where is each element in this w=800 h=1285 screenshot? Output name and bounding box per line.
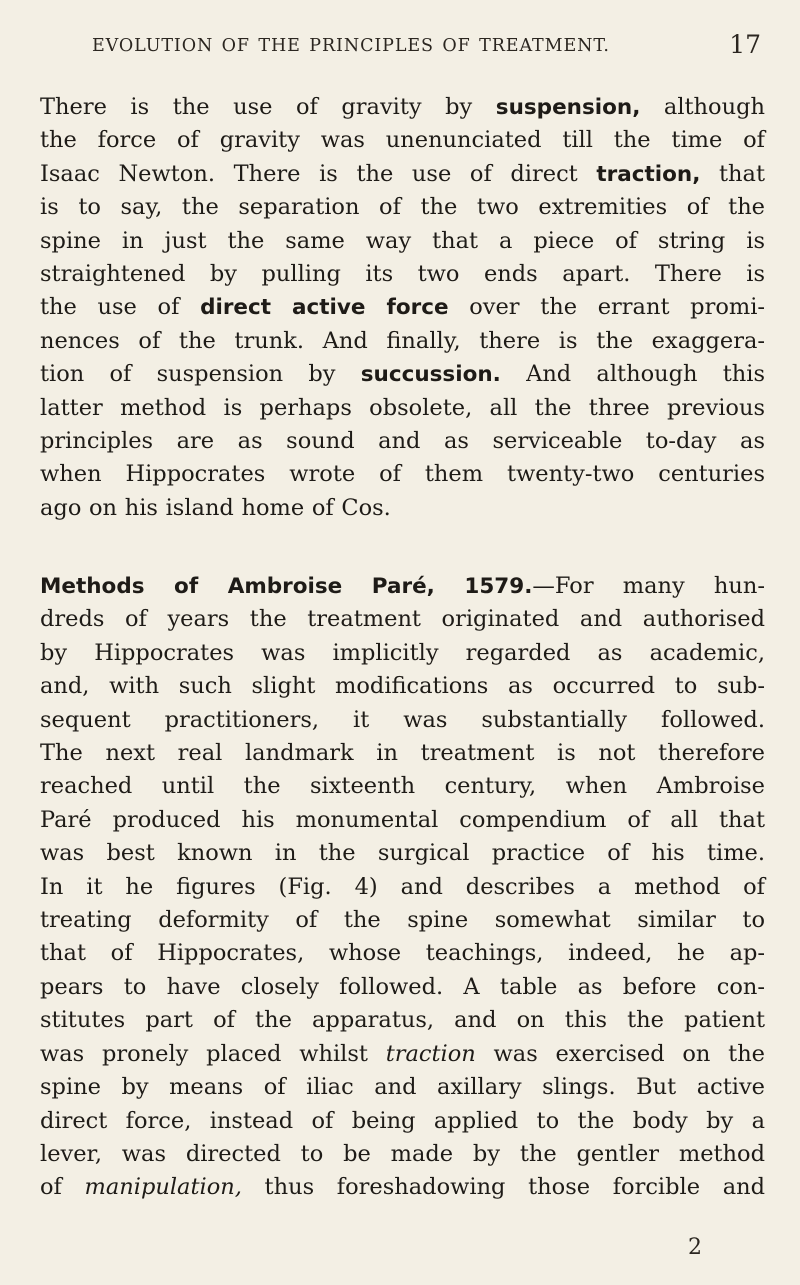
signature-mark: 2 <box>688 1235 702 1260</box>
bold-term-succussion: succussion. <box>360 362 501 388</box>
text-line: that of Hippocrates, whose teachings, indeed, he ap- <box>40 940 765 967</box>
section-heading: Methods of Ambroise Paré, 1579. <box>40 574 533 599</box>
text-line: was pronely placed whilst traction was exercised on the <box>40 1040 766 1067</box>
text-line: stitutes part of the apparatus, and on this the patient <box>40 1007 765 1034</box>
text-line: dreds of years the treatment originated and authorised <box>40 606 765 633</box>
text-line: by Hippocrates was implicitly regarded as academic, <box>40 639 765 666</box>
text-line: Methods of Ambroise Paré, 1579.—For many hun- <box>40 573 766 599</box>
text-line: treating deformity of the spine somewhat similar to <box>40 907 765 934</box>
text-line: principles are as sound and as serviceable to-day as <box>40 428 765 455</box>
text-line: straightened by pulling its two ends apart. There is <box>40 261 765 288</box>
text-line: is to say, the separation of the two extremities of the <box>40 194 765 221</box>
italic-term-manipulation: manipulation, <box>84 1174 242 1201</box>
book-page <box>40 0 765 1285</box>
text-line: pears to have closely followed. A table as before con- <box>40 973 765 1000</box>
text-line: reached until the sixteenth century, when Ambroise <box>40 773 765 800</box>
text-line: lever, was directed to be made by the gentler method <box>40 1140 765 1167</box>
text-line: of manipulation, thus foreshadowing those forcible and <box>40 1174 765 1201</box>
bold-term-traction: traction, <box>596 161 701 187</box>
running-title: EVOLUTION OF THE PRINCIPLES OF TREATMENT. <box>92 36 610 56</box>
bold-term-direct-active-force: direct active force <box>200 295 449 321</box>
text-line: The next real landmark in treatment is not therefore <box>40 740 765 767</box>
page-number: 17 <box>729 30 761 59</box>
paragraph-principles <box>40 91 765 525</box>
text-line: There is the use of gravity by suspension, although <box>40 94 765 120</box>
paragraph-ambroise-pare <box>40 570 765 1205</box>
text-line: In it he figures (Fig. 4) and describes a method of <box>40 873 765 900</box>
running-head <box>40 32 765 62</box>
text-line: spine by means of iliac and axillary slings. But active <box>40 1074 765 1101</box>
italic-term-traction: traction <box>385 1040 476 1067</box>
text-line: direct force, instead of being applied to the body by a <box>40 1107 765 1134</box>
text-line: Paré produced his monumental compendium of all that <box>40 806 765 833</box>
text-line: was best known in the surgical practice of his time. <box>40 840 765 867</box>
text-line: Isaac Newton. There is the use of direct traction, that <box>40 160 765 187</box>
text-line: nences of the trunk. And finally, there is the exaggera- <box>40 327 765 354</box>
text-line: the force of gravity was unenunciated till the time of <box>40 127 765 154</box>
text-line: spine in just the same way that a piece of string is <box>40 227 765 254</box>
text-line: when Hippocrates wrote of them twenty-two centuries <box>40 461 765 488</box>
text-line: latter method is perhaps obsolete, all the three previous <box>40 394 765 421</box>
text-line: and, with such slight modifications as occurred to sub- <box>40 673 765 700</box>
text-line: tion of suspension by succussion. And although this <box>40 361 766 388</box>
text-line: sequent practitioners, it was substantially followed. <box>40 706 765 733</box>
bold-term-suspension: suspension, <box>495 95 641 120</box>
text-line: ago on his island home of Cos. <box>40 494 391 521</box>
text-line: the use of direct active force over the errant promi- <box>40 294 766 321</box>
